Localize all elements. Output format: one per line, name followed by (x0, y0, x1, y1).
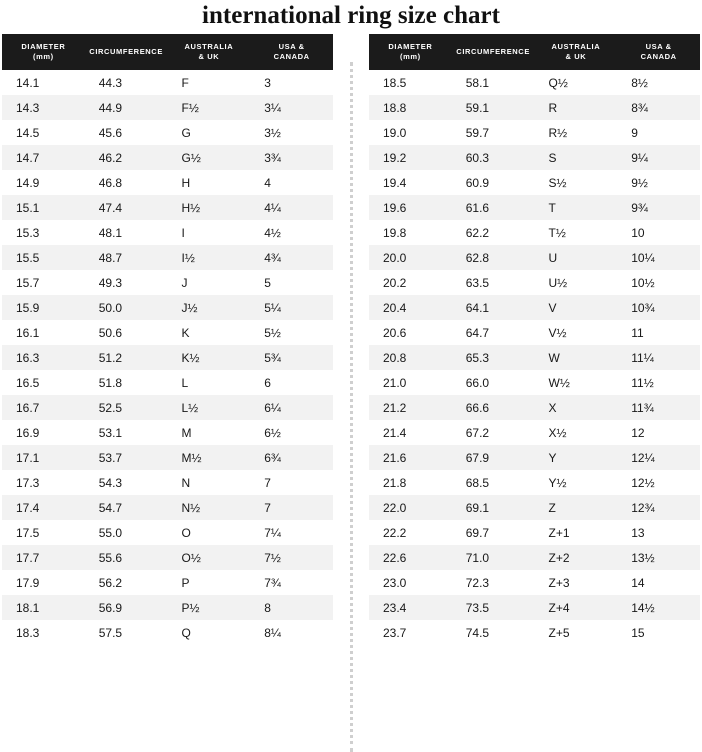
header-circumference (85, 34, 168, 70)
cell-circumference: 73.5 (452, 595, 535, 620)
cell-diameter: 15.1 (2, 195, 85, 220)
table-row (2, 370, 333, 395)
cell-circumference: 53.7 (85, 445, 168, 470)
cell-circumference: 44.9 (85, 95, 168, 120)
cell-australia-uk: W½ (535, 370, 618, 395)
cell-australia-uk: H (168, 170, 251, 195)
header-uk-label: & UK (198, 52, 220, 61)
cell-circumference: 68.5 (452, 470, 535, 495)
cell-diameter: 19.2 (369, 145, 452, 170)
cell-australia-uk: Z+1 (535, 520, 618, 545)
table-row (369, 170, 700, 195)
cell-usa-canada: 6½ (250, 420, 333, 445)
cell-australia-uk: L½ (168, 395, 251, 420)
cell-diameter: 17.1 (2, 445, 85, 470)
cell-australia-uk: H½ (168, 195, 251, 220)
table-row (369, 95, 700, 120)
cell-diameter: 20.0 (369, 245, 452, 270)
cell-australia-uk: J (168, 270, 251, 295)
cell-diameter: 17.7 (2, 545, 85, 570)
cell-diameter: 20.8 (369, 345, 452, 370)
header-uk-label: & UK (565, 52, 587, 61)
cell-usa-canada: 4¾ (250, 245, 333, 270)
table-row (2, 620, 333, 645)
cell-circumference: 58.1 (452, 70, 535, 95)
table-row (2, 145, 333, 170)
vertical-dotted-divider (347, 34, 355, 752)
cell-diameter: 19.4 (369, 170, 452, 195)
cell-usa-canada: 9½ (617, 170, 700, 195)
cell-usa-canada: 14½ (617, 595, 700, 620)
cell-australia-uk: Z+4 (535, 595, 618, 620)
cell-usa-canada: 8¾ (617, 95, 700, 120)
table-header-right (369, 34, 700, 70)
cell-circumference: 55.0 (85, 520, 168, 545)
cell-usa-canada: 4½ (250, 220, 333, 245)
cell-usa-canada: 8 (250, 595, 333, 620)
table-row (2, 95, 333, 120)
table-row (369, 445, 700, 470)
cell-circumference: 66.6 (452, 395, 535, 420)
cell-australia-uk: Q (168, 620, 251, 645)
cell-australia-uk: U½ (535, 270, 618, 295)
cell-australia-uk: F (168, 70, 251, 95)
cell-diameter: 18.3 (2, 620, 85, 645)
table-row (2, 220, 333, 245)
header-diameter (2, 34, 85, 70)
cell-circumference: 59.1 (452, 95, 535, 120)
cell-usa-canada: 5¼ (250, 295, 333, 320)
table-row (369, 220, 700, 245)
cell-diameter: 14.5 (2, 120, 85, 145)
cell-usa-canada: 13½ (617, 545, 700, 570)
cell-australia-uk: Z (535, 495, 618, 520)
cell-australia-uk: J½ (168, 295, 251, 320)
header-usa-label: USA & (278, 42, 305, 51)
header-usa-label: USA & (645, 42, 672, 51)
cell-usa-canada: 6 (250, 370, 333, 395)
left-table-wrapper (2, 34, 333, 645)
cell-australia-uk: R (535, 95, 618, 120)
cell-diameter: 21.2 (369, 395, 452, 420)
table-body-right (369, 70, 700, 645)
cell-usa-canada: 7¾ (250, 570, 333, 595)
header-australia-uk (168, 34, 251, 70)
cell-diameter: 21.4 (369, 420, 452, 445)
cell-australia-uk: Y (535, 445, 618, 470)
cell-diameter: 23.0 (369, 570, 452, 595)
header-diameter-label: DIAMETER (21, 42, 66, 51)
cell-circumference: 49.3 (85, 270, 168, 295)
cell-diameter: 23.7 (369, 620, 452, 645)
header-australia-label: AUSTRALIA (551, 42, 601, 51)
cell-usa-canada: 5 (250, 270, 333, 295)
cell-australia-uk: P (168, 570, 251, 595)
cell-diameter: 20.4 (369, 295, 452, 320)
table-row (369, 270, 700, 295)
cell-diameter: 16.3 (2, 345, 85, 370)
cell-diameter: 14.9 (2, 170, 85, 195)
cell-diameter: 21.0 (369, 370, 452, 395)
cell-usa-canada: 11 (617, 320, 700, 345)
cell-australia-uk: N (168, 470, 251, 495)
cell-diameter: 22.2 (369, 520, 452, 545)
header-usa-canada (617, 34, 700, 70)
cell-circumference: 56.9 (85, 595, 168, 620)
cell-australia-uk: S (535, 145, 618, 170)
header-diameter-unit: (mm) (33, 52, 54, 61)
cell-diameter: 15.5 (2, 245, 85, 270)
table-row (369, 570, 700, 595)
cell-circumference: 61.6 (452, 195, 535, 220)
cell-usa-canada: 9¾ (617, 195, 700, 220)
cell-australia-uk: T (535, 195, 618, 220)
cell-diameter: 20.2 (369, 270, 452, 295)
cell-australia-uk: G½ (168, 145, 251, 170)
cell-diameter: 21.6 (369, 445, 452, 470)
cell-australia-uk: G (168, 120, 251, 145)
header-circumference-label: CIRCUMFERENCE (456, 47, 530, 56)
page-title: international ring size chart (202, 2, 500, 29)
cell-circumference: 64.7 (452, 320, 535, 345)
cell-diameter: 15.9 (2, 295, 85, 320)
cell-diameter: 18.5 (369, 70, 452, 95)
cell-circumference: 69.1 (452, 495, 535, 520)
cell-usa-canada: 10¼ (617, 245, 700, 270)
cell-circumference: 52.5 (85, 395, 168, 420)
cell-circumference: 56.2 (85, 570, 168, 595)
cell-circumference: 53.1 (85, 420, 168, 445)
header-diameter-unit: (mm) (400, 52, 421, 61)
table-row (2, 420, 333, 445)
cell-australia-uk: O (168, 520, 251, 545)
table-row (2, 245, 333, 270)
header-canada-label: CANADA (640, 52, 677, 61)
cell-diameter: 19.0 (369, 120, 452, 145)
table-row (369, 345, 700, 370)
cell-usa-canada: 10 (617, 220, 700, 245)
cell-circumference: 63.5 (452, 270, 535, 295)
cell-australia-uk: X (535, 395, 618, 420)
cell-circumference: 54.7 (85, 495, 168, 520)
cell-circumference: 65.3 (452, 345, 535, 370)
cell-circumference: 48.1 (85, 220, 168, 245)
cell-australia-uk: Y½ (535, 470, 618, 495)
cell-usa-canada: 15 (617, 620, 700, 645)
cell-diameter: 14.1 (2, 70, 85, 95)
cell-usa-canada: 10¾ (617, 295, 700, 320)
table-row (2, 520, 333, 545)
divider-dots (350, 62, 353, 752)
cell-australia-uk: M (168, 420, 251, 445)
cell-usa-canada: 9¼ (617, 145, 700, 170)
table-row (369, 470, 700, 495)
header-circumference-label: CIRCUMFERENCE (89, 47, 163, 56)
cell-australia-uk: T½ (535, 220, 618, 245)
cell-diameter: 22.0 (369, 495, 452, 520)
table-row (2, 195, 333, 220)
table-row (2, 320, 333, 345)
cell-diameter: 17.3 (2, 470, 85, 495)
cell-usa-canada: 12¾ (617, 495, 700, 520)
cell-usa-canada: 11¾ (617, 395, 700, 420)
table-row (369, 120, 700, 145)
cell-circumference: 67.9 (452, 445, 535, 470)
cell-usa-canada: 13 (617, 520, 700, 545)
cell-diameter: 19.8 (369, 220, 452, 245)
cell-usa-canada: 6¾ (250, 445, 333, 470)
cell-australia-uk: I½ (168, 245, 251, 270)
cell-circumference: 60.3 (452, 145, 535, 170)
header-australia-uk (535, 34, 618, 70)
cell-diameter: 17.9 (2, 570, 85, 595)
cell-usa-canada: 11½ (617, 370, 700, 395)
table-row (2, 570, 333, 595)
cell-usa-canada: 4 (250, 170, 333, 195)
cell-circumference: 51.8 (85, 370, 168, 395)
cell-usa-canada: 5½ (250, 320, 333, 345)
table-row (2, 495, 333, 520)
cell-circumference: 48.7 (85, 245, 168, 270)
cell-diameter: 22.6 (369, 545, 452, 570)
cell-usa-canada: 10½ (617, 270, 700, 295)
cell-circumference: 50.6 (85, 320, 168, 345)
header-circumference (452, 34, 535, 70)
tables-container (0, 34, 702, 752)
table-row (369, 245, 700, 270)
cell-circumference: 59.7 (452, 120, 535, 145)
header-row (2, 34, 333, 70)
table-row (2, 120, 333, 145)
table-row (2, 295, 333, 320)
table-row (2, 270, 333, 295)
table-row (369, 395, 700, 420)
cell-circumference: 45.6 (85, 120, 168, 145)
cell-usa-canada: 3¾ (250, 145, 333, 170)
header-row (369, 34, 700, 70)
cell-circumference: 66.0 (452, 370, 535, 395)
cell-usa-canada: 9 (617, 120, 700, 145)
header-diameter-label: DIAMETER (388, 42, 433, 51)
cell-diameter: 20.6 (369, 320, 452, 345)
cell-australia-uk: I (168, 220, 251, 245)
cell-circumference: 64.1 (452, 295, 535, 320)
cell-australia-uk: V½ (535, 320, 618, 345)
cell-usa-canada: 8½ (617, 70, 700, 95)
cell-australia-uk: L (168, 370, 251, 395)
cell-circumference: 57.5 (85, 620, 168, 645)
cell-diameter: 17.5 (2, 520, 85, 545)
table-row (2, 445, 333, 470)
table-row (369, 495, 700, 520)
cell-usa-canada: 12½ (617, 470, 700, 495)
right-table-wrapper (369, 34, 700, 645)
table-row (369, 620, 700, 645)
cell-usa-canada: 8¼ (250, 620, 333, 645)
cell-usa-canada: 6¼ (250, 395, 333, 420)
cell-australia-uk: R½ (535, 120, 618, 145)
cell-australia-uk: N½ (168, 495, 251, 520)
table-row (369, 195, 700, 220)
cell-australia-uk: W (535, 345, 618, 370)
table-row (2, 170, 333, 195)
cell-diameter: 17.4 (2, 495, 85, 520)
cell-circumference: 69.7 (452, 520, 535, 545)
table-row (2, 545, 333, 570)
cell-circumference: 72.3 (452, 570, 535, 595)
header-australia-label: AUSTRALIA (184, 42, 234, 51)
table-body-left (2, 70, 333, 645)
table-row (369, 145, 700, 170)
cell-circumference: 47.4 (85, 195, 168, 220)
cell-usa-canada: 3½ (250, 120, 333, 145)
cell-circumference: 50.0 (85, 295, 168, 320)
cell-diameter: 16.1 (2, 320, 85, 345)
cell-usa-canada: 4¼ (250, 195, 333, 220)
cell-australia-uk: V (535, 295, 618, 320)
cell-diameter: 15.7 (2, 270, 85, 295)
cell-diameter: 16.7 (2, 395, 85, 420)
table-row (369, 320, 700, 345)
cell-circumference: 74.5 (452, 620, 535, 645)
cell-diameter: 18.1 (2, 595, 85, 620)
cell-circumference: 55.6 (85, 545, 168, 570)
cell-australia-uk: Q½ (535, 70, 618, 95)
cell-usa-canada: 7½ (250, 545, 333, 570)
header-diameter (369, 34, 452, 70)
table-row (369, 545, 700, 570)
cell-diameter: 23.4 (369, 595, 452, 620)
cell-usa-canada: 3 (250, 70, 333, 95)
table-row (369, 370, 700, 395)
table-row (369, 520, 700, 545)
cell-australia-uk: X½ (535, 420, 618, 445)
cell-australia-uk: Z+2 (535, 545, 618, 570)
cell-circumference: 62.2 (452, 220, 535, 245)
cell-diameter: 21.8 (369, 470, 452, 495)
cell-usa-canada: 12¼ (617, 445, 700, 470)
table-row (369, 595, 700, 620)
cell-diameter: 15.3 (2, 220, 85, 245)
cell-circumference: 44.3 (85, 70, 168, 95)
cell-australia-uk: O½ (168, 545, 251, 570)
cell-usa-canada: 7¼ (250, 520, 333, 545)
cell-usa-canada: 5¾ (250, 345, 333, 370)
cell-circumference: 51.2 (85, 345, 168, 370)
cell-usa-canada: 3¼ (250, 95, 333, 120)
table-row (2, 595, 333, 620)
cell-australia-uk: Z+3 (535, 570, 618, 595)
cell-diameter: 14.7 (2, 145, 85, 170)
cell-usa-canada: 14 (617, 570, 700, 595)
table-row (369, 70, 700, 95)
table-row (2, 470, 333, 495)
cell-australia-uk: M½ (168, 445, 251, 470)
cell-diameter: 16.9 (2, 420, 85, 445)
table-header-left (2, 34, 333, 70)
cell-australia-uk: F½ (168, 95, 251, 120)
cell-usa-canada: 7 (250, 470, 333, 495)
cell-circumference: 54.3 (85, 470, 168, 495)
table-row (369, 420, 700, 445)
cell-australia-uk: K (168, 320, 251, 345)
ring-size-table-right (369, 34, 700, 645)
cell-diameter: 19.6 (369, 195, 452, 220)
cell-circumference: 67.2 (452, 420, 535, 445)
cell-circumference: 71.0 (452, 545, 535, 570)
cell-circumference: 46.2 (85, 145, 168, 170)
cell-usa-canada: 11¼ (617, 345, 700, 370)
cell-usa-canada: 7 (250, 495, 333, 520)
header-usa-canada (250, 34, 333, 70)
table-row (369, 295, 700, 320)
cell-australia-uk: U (535, 245, 618, 270)
ring-size-table-left (2, 34, 333, 645)
header-canada-label: CANADA (273, 52, 310, 61)
cell-diameter: 16.5 (2, 370, 85, 395)
cell-circumference: 60.9 (452, 170, 535, 195)
cell-circumference: 46.8 (85, 170, 168, 195)
cell-australia-uk: S½ (535, 170, 618, 195)
cell-diameter: 18.8 (369, 95, 452, 120)
cell-circumference: 62.8 (452, 245, 535, 270)
cell-australia-uk: P½ (168, 595, 251, 620)
cell-usa-canada: 12 (617, 420, 700, 445)
table-row (2, 345, 333, 370)
cell-australia-uk: Z+5 (535, 620, 618, 645)
table-row (2, 395, 333, 420)
cell-australia-uk: K½ (168, 345, 251, 370)
table-row (2, 70, 333, 95)
cell-diameter: 14.3 (2, 95, 85, 120)
